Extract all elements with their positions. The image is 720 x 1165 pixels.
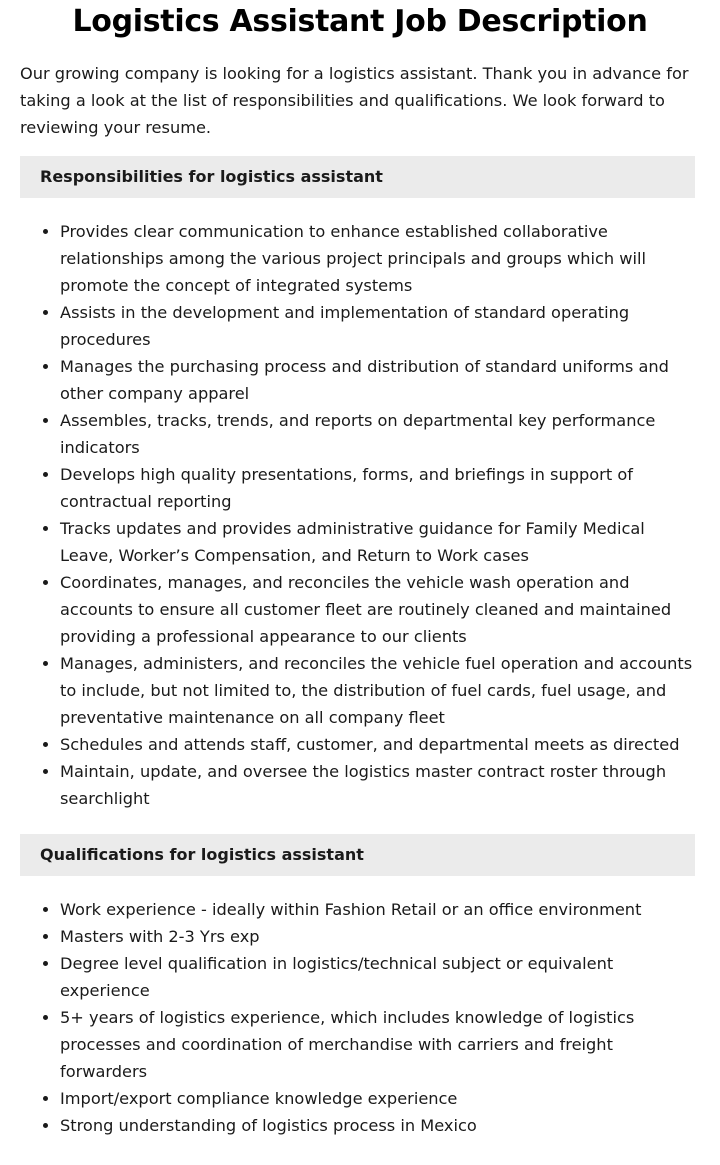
list-item: • Provides clear communication to enhance established collaborative relationships among the various project principals and groups which will promote the concept of integrated systems [60, 218, 700, 299]
responsibilities-heading: Responsibilities for logistics assistant [20, 156, 695, 198]
list-item: • Manages, administers, and reconciles the vehicle fuel operation and accounts to include, but not limited to, the distribution of fuel cards, fuel usage, and preventative maintenance on all company fleet [60, 650, 700, 731]
page-title: Logistics Assistant Job Description [72, 4, 648, 39]
qualifications-list [20, 896, 700, 1139]
list-item: • Schedules and attends staff, customer, and departmental meets as directed [60, 731, 700, 758]
list-item: • 5+ years of logistics experience, which includes knowledge of logistics processes and coordination of merchandise with carriers and freight forwarders [60, 1004, 700, 1085]
list-item: • Maintain, update, and oversee the logistics master contract roster through searchlight [60, 758, 700, 812]
list-item: • Develops high quality presentations, forms, and briefings in support of contractual reporting [60, 461, 700, 515]
list-item: • Import/export compliance knowledge experience [60, 1085, 700, 1112]
intro-paragraph: Our growing company is looking for a logistics assistant. Thank you in advance for taking a look at the list of responsibilities and qualifications. We look forward to reviewing your resume. [20, 64, 689, 137]
list-item: • Strong understanding of logistics process in Mexico [60, 1112, 700, 1139]
list-item: • Degree level qualification in logistics/technical subject or equivalent experience [60, 950, 700, 1004]
qualifications-heading: Qualifications for logistics assistant [20, 834, 695, 876]
list-item: • Masters with 2-3 Yrs exp [60, 923, 700, 950]
list-item: • Assembles, tracks, trends, and reports on departmental key performance indicators [60, 407, 700, 461]
list-item: • Assists in the development and implementation of standard operating procedures [60, 299, 700, 353]
list-item: • Work experience - ideally within Fashion Retail or an office environment [60, 896, 700, 923]
list-item: • Tracks updates and provides administrative guidance for Family Medical Leave, Worker’s Compensation, and Return to Work cases [60, 515, 700, 569]
list-item: • Coordinates, manages, and reconciles the vehicle wash operation and accounts to ensure all customer fleet are routinely cleaned and maintained providing a professional appearance to our clients [60, 569, 700, 650]
responsibilities-list [20, 218, 700, 812]
list-item: • Manages the purchasing process and distribution of standard uniforms and other company apparel [60, 353, 700, 407]
